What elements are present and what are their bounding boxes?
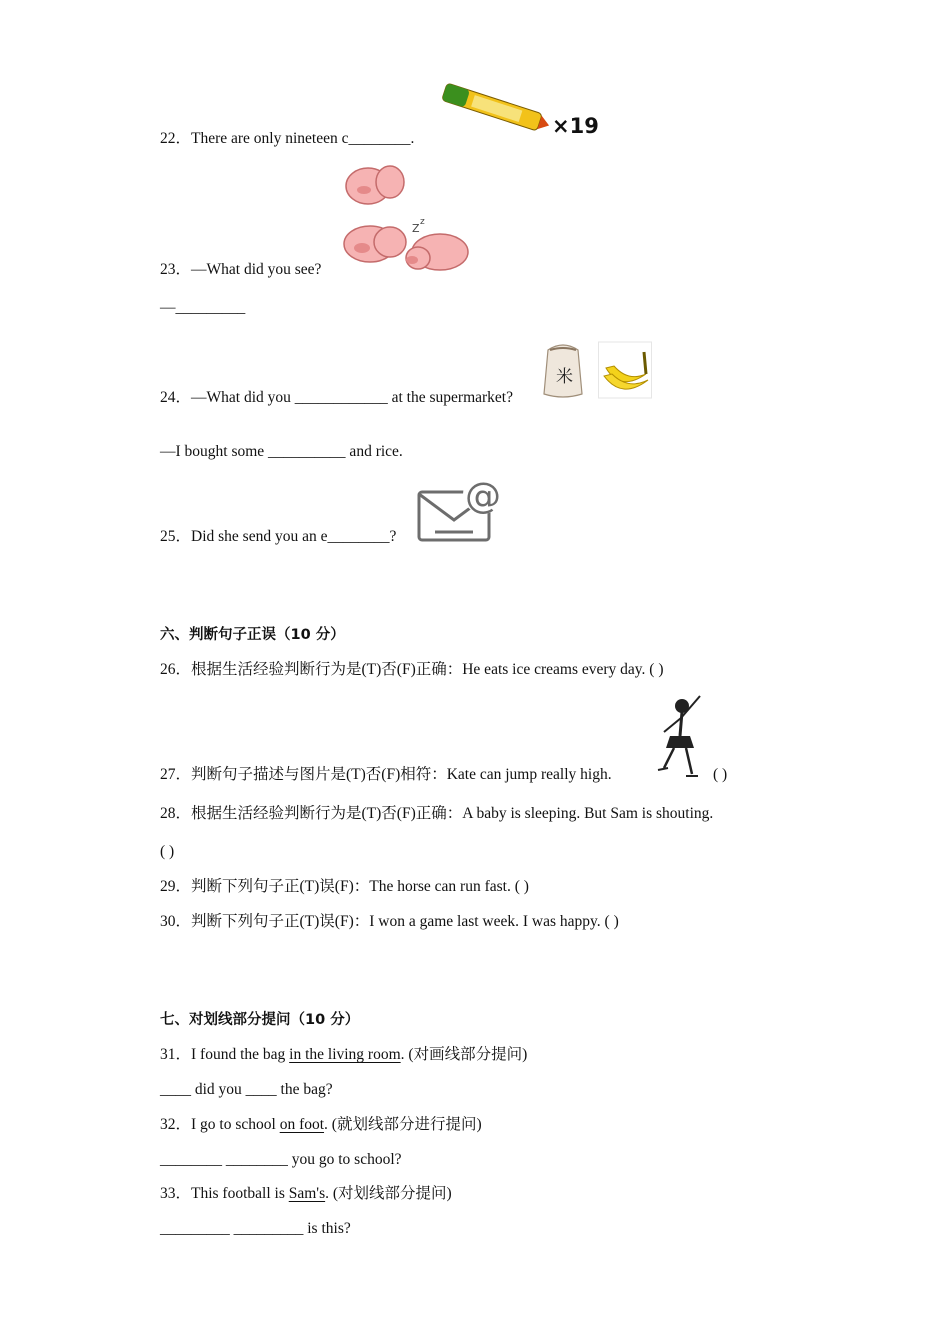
- question-31-suffix: . (对画线部分提问): [400, 1046, 528, 1063]
- question-25: 25．Did she send you an e________?: [160, 528, 397, 545]
- question-30: 30．判断下列句子正(T)误(F)：I won a game last week. I was happy. ( ): [160, 913, 619, 930]
- question-31-prefix: 31．I found the bag: [160, 1046, 290, 1063]
- question-33: [160, 1184, 452, 1204]
- question-26: 26．根据生活经验判断行为是(T)否(F)正确：He eats ice creams every day. ( ): [160, 661, 664, 678]
- question-32-prefix: 32．I go to school: [160, 1116, 280, 1133]
- question-31: [160, 1045, 527, 1065]
- answer-blank-27: ( ): [713, 766, 728, 783]
- email-icon: [415, 472, 507, 544]
- question-29: 29．判断下列句子正(T)误(F)：The horse can run fast. ( ): [160, 878, 529, 895]
- count-label: ×19: [552, 114, 599, 138]
- answer-line-32: ________ ________ you go to school?: [160, 1151, 402, 1168]
- question-28: 28．根据生活经验判断行为是(T)否(F)正确：A baby is sleeping. But Sam is shouting.: [160, 805, 714, 822]
- rice-character: 米: [556, 367, 573, 387]
- rice-bag-icon: [538, 336, 588, 401]
- underlined-phrase: Sam's: [288, 1185, 326, 1202]
- question-33-prefix: 33．This football is: [160, 1185, 289, 1202]
- underlined-phrase: in the living room: [289, 1046, 401, 1063]
- answer-line-33: _________ _________ is this?: [160, 1220, 351, 1237]
- svg-text:Z: Z: [412, 222, 420, 235]
- svg-text:z: z: [420, 217, 425, 227]
- answer-line-31: ____ did you ____ the bag?: [160, 1081, 333, 1098]
- section-6-heading: 六、判断句子正误（10 分）: [160, 627, 345, 643]
- question-23: 23．—What did you see?: [160, 261, 322, 278]
- answer-blank-23: —_________: [160, 299, 246, 316]
- answer-blank-28: ( ): [160, 843, 175, 860]
- pigs-icon: [340, 160, 475, 278]
- question-32: [160, 1115, 482, 1135]
- section-7-heading: 七、对划线部分提问（10 分）: [160, 1012, 360, 1028]
- question-24: 24．—What did you ____________ at the supermarket?: [160, 389, 513, 406]
- banana-icon: [598, 328, 652, 400]
- skater-girl-icon: [648, 692, 710, 780]
- question-32-suffix: . (就划线部分进行提问): [324, 1116, 482, 1133]
- svg-text:@: @: [465, 476, 501, 517]
- question-22: 22．There are only nineteen c________.: [160, 130, 415, 147]
- question-27: 27．判断句子描述与图片是(T)否(F)相符：Kate can jump really high.: [160, 766, 612, 783]
- question-24-second-line: —I bought some __________ and rice.: [160, 443, 403, 460]
- question-33-suffix: . (对划线部分提问): [325, 1185, 452, 1202]
- underlined-phrase: on foot: [279, 1116, 325, 1133]
- crayon-icon: [432, 80, 552, 135]
